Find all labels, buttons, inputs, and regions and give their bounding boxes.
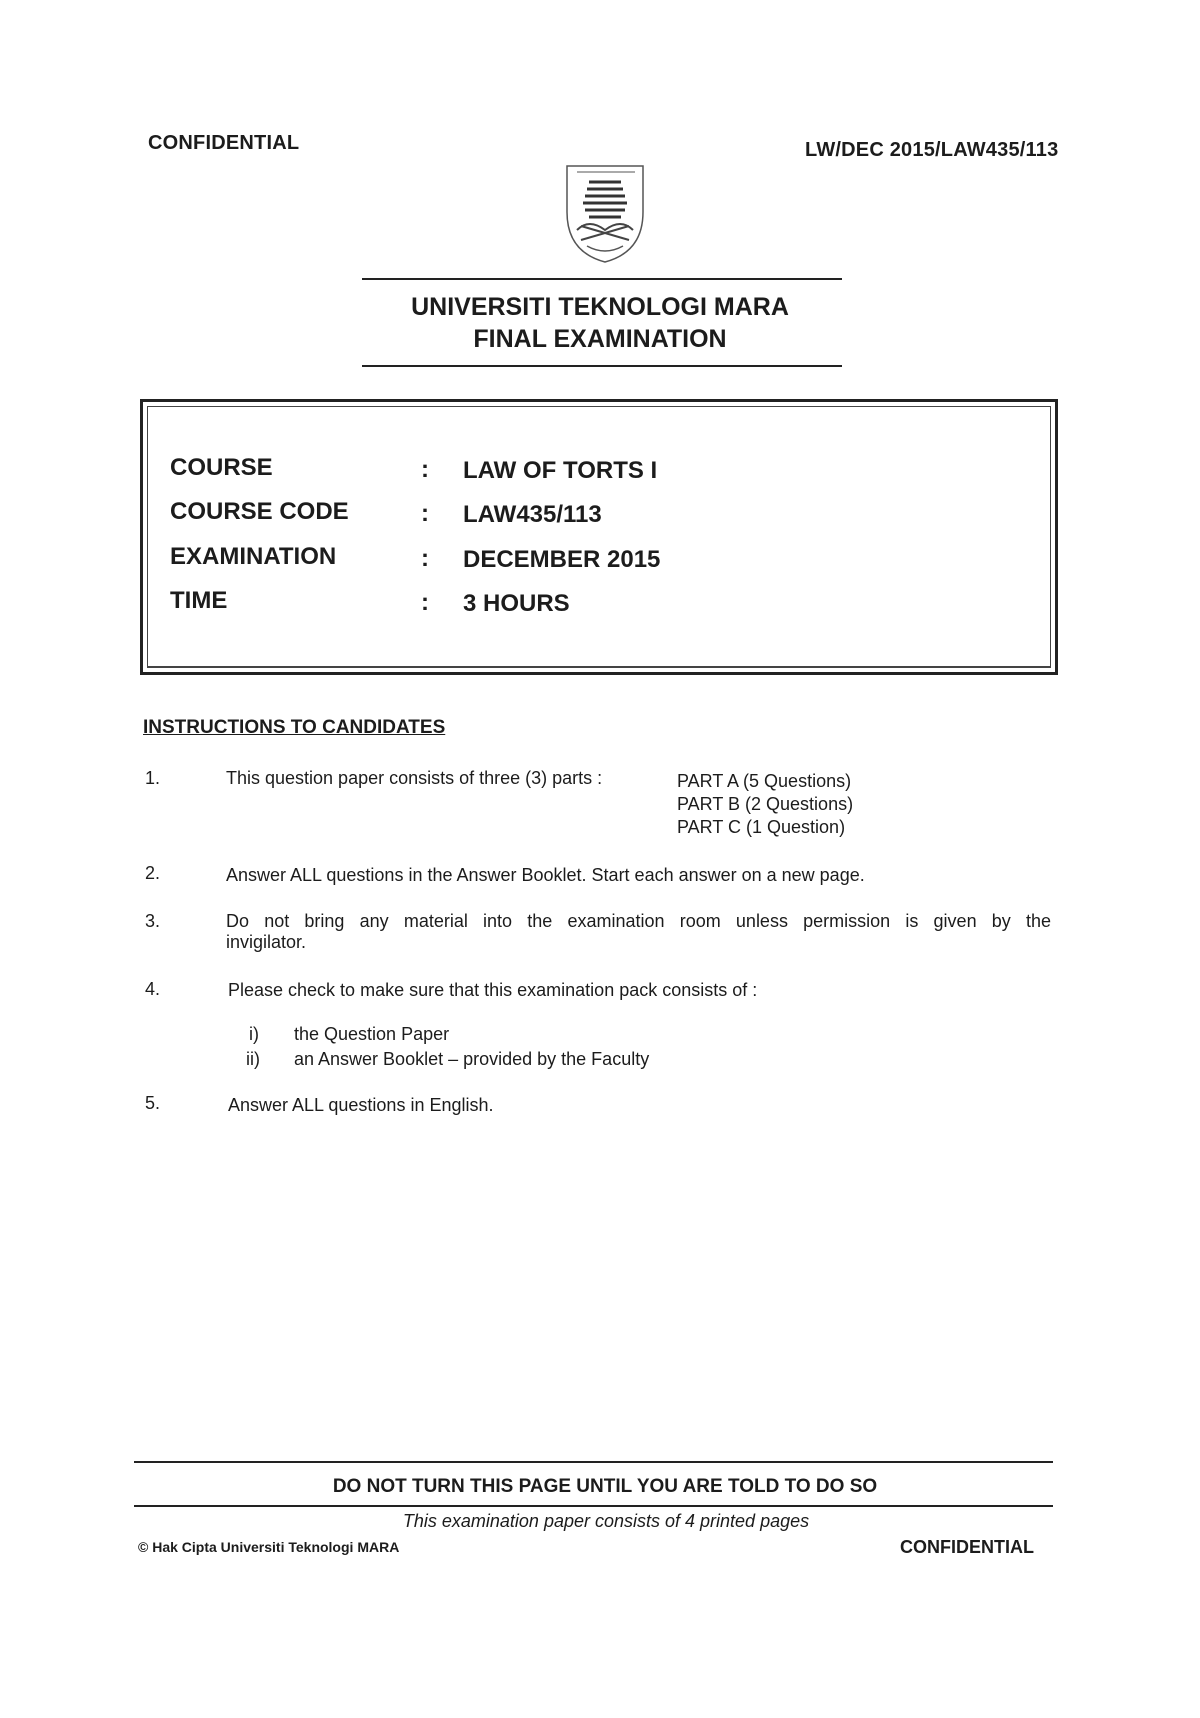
confidential-label: CONFIDENTIAL bbox=[148, 132, 300, 154]
footer-rule-top bbox=[134, 1461, 1053, 1463]
instruction-number: 5. bbox=[145, 1093, 161, 1113]
instruction-text: Answer ALL questions in the Answer Booklet. Start each answer on a new page. bbox=[226, 865, 865, 885]
course-code-value: LAW435/113 bbox=[463, 501, 602, 528]
title-rule-bottom bbox=[362, 365, 842, 367]
instruction-number: 2. bbox=[145, 863, 161, 883]
part-a: PART A (5 Questions) bbox=[677, 771, 852, 791]
sub-item-number: ii) bbox=[246, 1049, 260, 1069]
page-count-note: This examination paper consists of 4 printed pages bbox=[402, 1511, 810, 1531]
paper-reference: LW/DEC 2015/LAW435/113 bbox=[805, 139, 1059, 161]
footer-confidential-label: CONFIDENTIAL bbox=[900, 1537, 1034, 1557]
exam-title: FINAL EXAMINATION bbox=[473, 325, 727, 353]
part-c: PART C (1 Question) bbox=[677, 817, 846, 837]
footer-rule-bottom bbox=[134, 1505, 1053, 1507]
instruction-number: 1. bbox=[145, 768, 161, 788]
instruction-text-continued: invigilator. bbox=[226, 932, 307, 952]
course-code-label: COURSE CODE bbox=[170, 498, 349, 525]
instruction-number: 4. bbox=[145, 979, 161, 999]
course-label: COURSE bbox=[170, 454, 273, 481]
title-rule-top bbox=[362, 278, 842, 280]
sub-item-text: an Answer Booklet – provided by the Faculty bbox=[294, 1049, 650, 1069]
examination-label: EXAMINATION bbox=[170, 543, 337, 570]
do-not-turn-warning: DO NOT TURN THIS PAGE UNTIL YOU ARE TOLD TO DO SO bbox=[332, 1476, 878, 1497]
university-name: UNIVERSITI TEKNOLOGI MARA bbox=[411, 293, 789, 321]
instruction-text: Please check to make sure that this examination pack consists of : bbox=[228, 980, 758, 1000]
course-colon: : bbox=[421, 456, 429, 483]
instruction-text: Do not bring any material into the examination room unless permission is given by the bbox=[226, 911, 1051, 931]
sub-item-text: the Question Paper bbox=[294, 1024, 450, 1044]
time-value: 3 HOURS bbox=[463, 590, 570, 617]
university-crest-logo bbox=[559, 160, 651, 266]
copyright-notice: © Hak Cipta Universiti Teknologi MARA bbox=[138, 1539, 400, 1555]
examination-colon: : bbox=[421, 545, 429, 572]
course-value: LAW OF TORTS I bbox=[463, 457, 658, 484]
instruction-number: 3. bbox=[145, 911, 161, 931]
part-b: PART B (2 Questions) bbox=[677, 794, 854, 814]
instructions-heading: INSTRUCTIONS TO CANDIDATES bbox=[143, 717, 446, 738]
course-info-box bbox=[140, 399, 1058, 675]
instruction-text: This question paper consists of three (3) parts : bbox=[226, 768, 603, 788]
course-code-colon: : bbox=[421, 500, 429, 527]
sub-item-number: i) bbox=[249, 1024, 259, 1044]
instruction-text: Answer ALL questions in English. bbox=[228, 1095, 494, 1115]
time-label: TIME bbox=[170, 587, 228, 614]
time-colon: : bbox=[421, 589, 429, 616]
examination-value: DECEMBER 2015 bbox=[463, 546, 661, 573]
